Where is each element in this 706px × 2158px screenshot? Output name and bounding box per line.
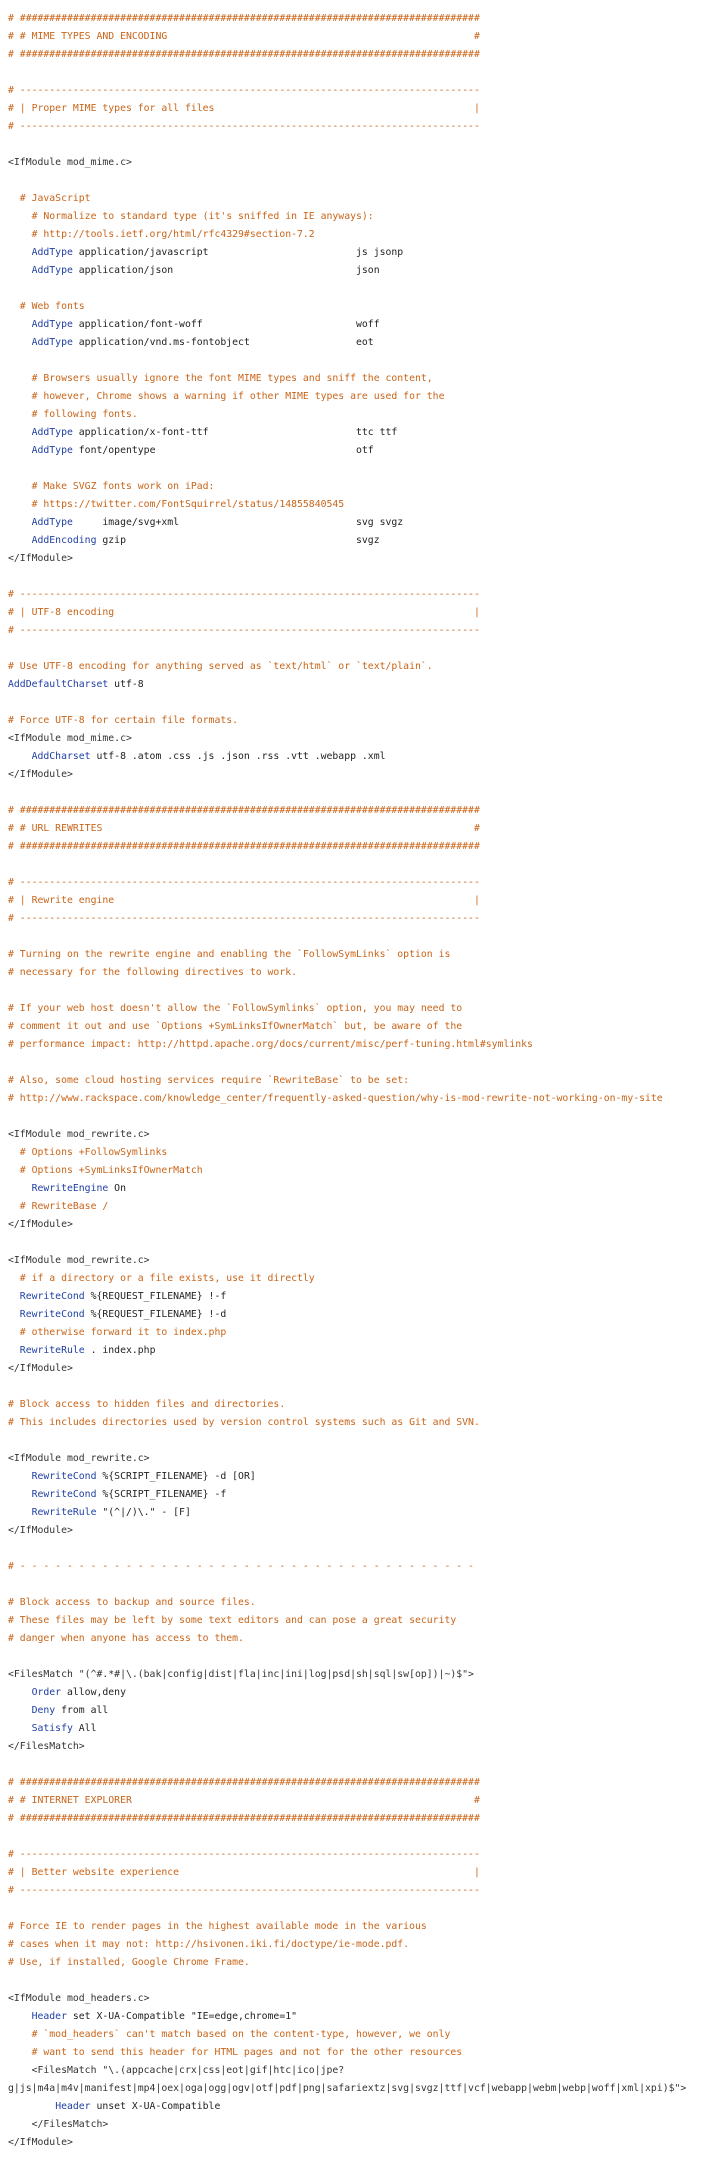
code-line — [8, 1954, 704, 1972]
comment-text: # | Proper MIME types for all files | — [8, 103, 480, 114]
code-line — [8, 1738, 704, 1756]
directive-keyword: RewriteCond — [31, 1489, 97, 1500]
directive-args: %{SCRIPT_FILENAME} -f — [96, 1489, 227, 1500]
code-line — [8, 622, 704, 640]
comment-text: # # MIME TYPES AND ENCODING # — [8, 31, 480, 42]
comment-text: # Force UTF-8 for certain file formats. — [8, 715, 239, 726]
section-tag: </IfModule> — [8, 2137, 73, 2148]
code-line — [8, 1720, 704, 1738]
code-line — [8, 1918, 704, 1936]
comment-text: # necessary for the following directives to work. — [8, 967, 298, 978]
indent — [8, 1507, 32, 1518]
code-line — [8, 712, 704, 730]
section-tag: </FilesMatch> — [8, 1741, 85, 1752]
comment-text: # Block access to hidden files and directories. — [8, 1399, 286, 1410]
comment-text: # ------------------------------------------------------------------------------ — [8, 625, 480, 636]
code-line — [8, 172, 704, 190]
code-line — [8, 1324, 704, 1342]
comment-text: # | UTF-8 encoding | — [8, 607, 480, 618]
code-line — [8, 1414, 704, 1432]
code-line — [8, 1126, 704, 1144]
code-line — [8, 496, 704, 514]
directive-args: unset X-UA-Compatible — [90, 2101, 221, 2112]
directive-args: application/vnd.ms-fontobject eot — [72, 337, 374, 348]
directive-keyword: Deny — [31, 1705, 56, 1716]
code-line — [8, 478, 704, 496]
code-line — [8, 1936, 704, 1954]
directive-keyword: AddEncoding — [31, 535, 97, 546]
comment-text: # ------------------------------------------------------------------------------ — [8, 589, 480, 600]
code-line — [8, 1144, 704, 1162]
comment-text: # Web fonts — [8, 301, 85, 312]
code-line — [8, 388, 704, 406]
code-line — [8, 1450, 704, 1468]
code-line — [8, 892, 704, 910]
code-line — [8, 964, 704, 982]
code-line — [8, 2080, 704, 2098]
comment-text: # Turning on the rewrite engine and enabling the `FollowSymLinks` option is — [8, 949, 451, 960]
directive-keyword: AddType — [31, 427, 73, 438]
comment-text: # http://www.rackspace.com/knowledge_center/frequently-asked-question/why-is-mod-rewrite-not-working-on-my-site — [8, 1093, 663, 1104]
code-line — [8, 640, 704, 658]
comment-text: # ############################################################################## — [8, 1777, 480, 1788]
code-line — [8, 1540, 704, 1558]
directive-args: allow,deny — [61, 1687, 126, 1698]
code-editor-view — [8, 10, 704, 2152]
directive-args: utf-8 — [108, 679, 144, 690]
code-line — [8, 2026, 704, 2044]
code-line — [8, 370, 704, 388]
comment-text: # Make SVGZ fonts work on iPad: — [8, 481, 215, 492]
section-tag: </IfModule> — [8, 1363, 73, 1374]
code-line — [8, 316, 704, 334]
directive-args: font/opentype otf — [72, 445, 374, 456]
code-line — [8, 1702, 704, 1720]
code-line — [8, 1054, 704, 1072]
code-line — [8, 1792, 704, 1810]
code-line — [8, 1612, 704, 1630]
code-line — [8, 586, 704, 604]
code-line — [8, 1216, 704, 1234]
code-line — [8, 766, 704, 784]
comment-text: # Use, if installed, Google Chrome Frame. — [8, 1957, 250, 1968]
code-line — [8, 1036, 704, 1054]
section-tag: <FilesMatch "\.(appcache|crx|css|eot|gif|htc|ico|jpe? — [8, 2065, 345, 2076]
code-line — [8, 280, 704, 298]
code-line — [8, 910, 704, 928]
code-line — [8, 802, 704, 820]
code-line — [8, 2008, 704, 2026]
indent — [8, 1183, 32, 1194]
directive-keyword: RewriteCond — [19, 1291, 85, 1302]
code-line — [8, 1990, 704, 2008]
comment-text: # Also, some cloud hosting services require `RewriteBase` to be set: — [8, 1075, 410, 1086]
directive-keyword: AddDefaultCharset — [8, 679, 109, 690]
comment-text: # ############################################################################## — [8, 13, 480, 24]
code-line — [8, 424, 704, 442]
comment-text: # otherwise forward it to index.php — [8, 1327, 227, 1338]
code-line — [8, 406, 704, 424]
code-line — [8, 1648, 704, 1666]
code-line — [8, 1864, 704, 1882]
directive-args: set X-UA-Compatible "IE=edge,chrome=1" — [66, 2011, 298, 2022]
code-line — [8, 784, 704, 802]
indent — [8, 751, 32, 762]
directive-args: application/font-woff woff — [72, 319, 380, 330]
code-line — [8, 1072, 704, 1090]
code-line — [8, 856, 704, 874]
indent — [8, 517, 32, 528]
code-line — [8, 748, 704, 766]
directive-keyword: AddType — [31, 445, 73, 456]
code-line — [8, 1504, 704, 1522]
directive-args: utf-8 .atom .css .js .json .rss .vtt .webapp .xml — [90, 751, 386, 762]
comment-text: # Browsers usually ignore the font MIME types and sniff the content, — [8, 373, 433, 384]
comment-text: # if a directory or a file exists, use it directly — [8, 1273, 315, 1284]
section-tag: </IfModule> — [8, 1219, 73, 1230]
code-line — [8, 118, 704, 136]
directive-keyword: Satisfy — [31, 1723, 73, 1734]
code-line — [8, 1252, 704, 1270]
comment-text: # # INTERNET EXPLORER # — [8, 1795, 480, 1806]
code-line — [8, 982, 704, 1000]
section-tag: </FilesMatch> — [8, 2119, 109, 2130]
code-line — [8, 1666, 704, 1684]
code-line — [8, 2134, 704, 2152]
code-line — [8, 1558, 704, 1576]
indent — [8, 1723, 32, 1734]
indent — [8, 1471, 32, 1482]
comment-text: # JavaScript — [8, 193, 91, 204]
code-line — [8, 10, 704, 28]
code-line — [8, 550, 704, 568]
directive-keyword: Order — [31, 1687, 62, 1698]
directive-args: gzip svgz — [96, 535, 380, 546]
indent — [8, 427, 32, 438]
section-tag: <IfModule mod_rewrite.c> — [8, 1129, 150, 1140]
indent — [8, 2101, 55, 2112]
code-line — [8, 1270, 704, 1288]
indent — [8, 1687, 32, 1698]
indent — [8, 535, 32, 546]
indent — [8, 319, 32, 330]
code-line — [8, 838, 704, 856]
indent — [8, 1489, 32, 1500]
comment-text: # however, Chrome shows a warning if other MIME types are used for the — [8, 391, 445, 402]
comment-text: # danger when anyone has access to them. — [8, 1633, 244, 1644]
comment-text: # ------------------------------------------------------------------------------ — [8, 121, 480, 132]
comment-text: # Use UTF-8 encoding for anything served as `text/html` or `text/plain`. — [8, 661, 433, 672]
code-line — [8, 352, 704, 370]
code-line — [8, 442, 704, 460]
comment-text: # Options +SymLinksIfOwnerMatch — [8, 1165, 203, 1176]
code-line — [8, 2062, 704, 2080]
indent — [8, 1705, 32, 1716]
code-line — [8, 514, 704, 532]
code-line — [8, 64, 704, 82]
directive-args: %{REQUEST_FILENAME} !-f — [84, 1291, 227, 1302]
directive-keyword: RewriteCond — [31, 1471, 97, 1482]
directive-args: from all — [55, 1705, 109, 1716]
directive-keyword: RewriteCond — [19, 1309, 85, 1320]
code-line — [8, 2116, 704, 2134]
code-line — [8, 1774, 704, 1792]
code-line — [8, 1684, 704, 1702]
section-tag: </IfModule> — [8, 769, 73, 780]
code-line — [8, 28, 704, 46]
indent — [8, 1291, 20, 1302]
comment-text: # cases when it may not: http://hsivonen.iki.fi/doctype/ie-mode.pdf. — [8, 1939, 410, 1950]
section-tag: <FilesMatch "(^#.*#|\.(bak|config|dist|fla|inc|ini|log|psd|sh|sql|sw[op])|~)$"> — [8, 1669, 474, 1680]
indent — [8, 1309, 20, 1320]
comment-text: # ------------------------------------------------------------------------------ — [8, 1885, 480, 1896]
comment-text: # `mod_headers` can't match based on the content-type, however, we only — [8, 2029, 451, 2040]
code-line — [8, 2044, 704, 2062]
directive-args: image/svg+xml svg svgz — [72, 517, 404, 528]
code-line — [8, 1000, 704, 1018]
comment-text: # ############################################################################## — [8, 1813, 480, 1824]
code-line — [8, 1828, 704, 1846]
code-line — [8, 1288, 704, 1306]
code-line — [8, 190, 704, 208]
indent — [8, 2011, 32, 2022]
directive-keyword: Header — [55, 2101, 91, 2112]
code-line — [8, 658, 704, 676]
code-line — [8, 928, 704, 946]
indent — [8, 337, 32, 348]
directive-args: application/javascript js jsonp — [72, 247, 404, 258]
code-line — [8, 1576, 704, 1594]
code-line — [8, 568, 704, 586]
code-line — [8, 1162, 704, 1180]
code-line — [8, 1018, 704, 1036]
code-line — [8, 100, 704, 118]
comment-text: # want to send this header for HTML pages and not for the other resources — [8, 2047, 463, 2058]
code-line — [8, 154, 704, 172]
code-line — [8, 1846, 704, 1864]
comment-text: # ############################################################################## — [8, 841, 480, 852]
directive-keyword: AddType — [31, 247, 73, 258]
code-line — [8, 208, 704, 226]
code-line — [8, 1306, 704, 1324]
comment-text: # http://tools.ietf.org/html/rfc4329#section-7.2 — [8, 229, 315, 240]
directive-args: %{REQUEST_FILENAME} !-d — [84, 1309, 227, 1320]
comment-text: # Options +FollowSymlinks — [8, 1147, 168, 1158]
directive-keyword: RewriteEngine — [31, 1183, 109, 1194]
code-line — [8, 1900, 704, 1918]
comment-text: # ############################################################################## — [8, 49, 480, 60]
directive-keyword: AddType — [31, 319, 73, 330]
indent — [8, 445, 32, 456]
section-tag: <IfModule mod_rewrite.c> — [8, 1255, 150, 1266]
code-line — [8, 1594, 704, 1612]
comment-text: # These files may be left by some text editors and can pose a great security — [8, 1615, 457, 1626]
code-line — [8, 1486, 704, 1504]
directive-keyword: AddCharset — [31, 751, 91, 762]
indent — [8, 1345, 20, 1356]
code-line — [8, 1396, 704, 1414]
indent — [8, 265, 32, 276]
code-line — [8, 1090, 704, 1108]
code-line — [8, 136, 704, 154]
indent — [8, 247, 32, 258]
code-line — [8, 334, 704, 352]
code-line — [8, 694, 704, 712]
directive-keyword: RewriteRule — [19, 1345, 85, 1356]
code-line — [8, 46, 704, 64]
directive-args: "(^|/)\." - [F] — [96, 1507, 191, 1518]
section-tag: <IfModule mod_mime.c> — [8, 157, 132, 168]
code-line — [8, 244, 704, 262]
comment-text: # ------------------------------------------------------------------------------ — [8, 1849, 480, 1860]
code-line — [8, 874, 704, 892]
code-line — [8, 298, 704, 316]
code-line — [8, 1972, 704, 1990]
code-line — [8, 1756, 704, 1774]
comment-text: # comment it out and use `Options +SymLinksIfOwnerMatch` but, be aware of the — [8, 1021, 463, 1032]
code-line — [8, 1234, 704, 1252]
code-line — [8, 82, 704, 100]
comment-text: # performance impact: http://httpd.apache.org/docs/current/misc/perf-tuning.html#symlinks — [8, 1039, 533, 1050]
comment-text: # ############################################################################## — [8, 805, 480, 816]
directive-args: All — [72, 1723, 97, 1734]
code-line — [8, 1198, 704, 1216]
section-tag: </IfModule> — [8, 1525, 73, 1536]
code-line — [8, 1522, 704, 1540]
directive-args: . index.php — [84, 1345, 156, 1356]
code-line — [8, 1342, 704, 1360]
comment-text: # Normalize to standard type (it's sniffed in IE anyways): — [8, 211, 374, 222]
comment-text: # - - - - - - - - - - - - - - - - - - - - - - - - - - - - - - - - - - - - - - - — [8, 1561, 474, 1572]
directive-keyword: AddType — [31, 265, 73, 276]
directive-args: application/json json — [72, 265, 380, 276]
comment-text: # RewriteBase / — [8, 1201, 109, 1212]
code-line — [8, 1630, 704, 1648]
code-line — [8, 946, 704, 964]
comment-text: # This includes directories used by version control systems such as Git and SVN. — [8, 1417, 480, 1428]
comment-text: # following fonts. — [8, 409, 138, 420]
code-line — [8, 460, 704, 478]
comment-text: # | Better website experience | — [8, 1867, 480, 1878]
directive-args: application/x-font-ttf ttc ttf — [72, 427, 398, 438]
comment-text: # ------------------------------------------------------------------------------ — [8, 877, 480, 888]
code-line — [8, 1882, 704, 1900]
comment-text: # | Rewrite engine | — [8, 895, 480, 906]
section-tag: </IfModule> — [8, 553, 73, 564]
code-line — [8, 676, 704, 694]
directive-keyword: AddType — [31, 517, 73, 528]
code-line — [8, 262, 704, 280]
comment-text: # https://twitter.com/FontSquirrel/status/14855840545 — [8, 499, 345, 510]
comment-text: # # URL REWRITES # — [8, 823, 480, 834]
code-line — [8, 820, 704, 838]
comment-text: # ------------------------------------------------------------------------------ — [8, 85, 480, 96]
directive-args: On — [108, 1183, 126, 1194]
code-line — [8, 1468, 704, 1486]
code-line — [8, 226, 704, 244]
comment-text: # If your web host doesn't allow the `FollowSymlinks` option, you may need to — [8, 1003, 463, 1014]
comment-text: # ------------------------------------------------------------------------------ — [8, 913, 480, 924]
directive-keyword: Header — [31, 2011, 67, 2022]
code-line — [8, 730, 704, 748]
section-tag: <IfModule mod_rewrite.c> — [8, 1453, 150, 1464]
code-line — [8, 1180, 704, 1198]
section-tag: <IfModule mod_headers.c> — [8, 1993, 150, 2004]
code-line — [8, 604, 704, 622]
code-line — [8, 1108, 704, 1126]
directive-keyword: AddType — [31, 337, 73, 348]
comment-text: # Block access to backup and source files. — [8, 1597, 256, 1608]
code-line — [8, 1360, 704, 1378]
directive-args: %{SCRIPT_FILENAME} -d [OR] — [96, 1471, 256, 1482]
comment-text: # Force IE to render pages in the highest available mode in the various — [8, 1921, 427, 1932]
code-line — [8, 2098, 704, 2116]
code-line — [8, 1378, 704, 1396]
section-tag: g|js|m4a|m4v|manifest|mp4|oex|oga|ogg|ogv|otf|pdf|png|safariextz|svg|svgz|ttf|vcf|webapp|webm|webp|woff|xml|xpi)$"> — [8, 2083, 687, 2094]
code-line — [8, 1810, 704, 1828]
directive-keyword: RewriteRule — [31, 1507, 97, 1518]
code-line — [8, 1432, 704, 1450]
code-line — [8, 532, 704, 550]
section-tag: <IfModule mod_mime.c> — [8, 733, 132, 744]
